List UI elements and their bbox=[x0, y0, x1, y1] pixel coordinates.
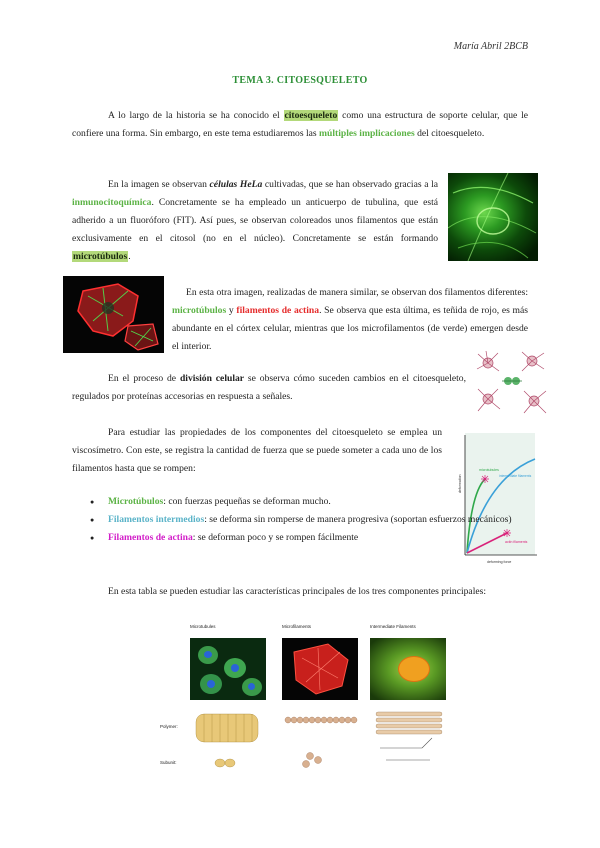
hela-microtubule-image bbox=[448, 173, 538, 261]
text: : con fuerzas pequeñas se deforman mucho. bbox=[163, 496, 331, 507]
cell-drawing bbox=[63, 276, 164, 353]
cell-division-diagram bbox=[472, 349, 552, 417]
graph-xlabel: deforming force bbox=[487, 560, 512, 564]
text: En esta otra imagen, realizadas de manera similar, se observan dos filamentos diferentes: bbox=[186, 287, 528, 298]
green-term: múltiples implicaciones bbox=[319, 128, 415, 139]
magenta-term: Filamentos de actina bbox=[108, 532, 193, 543]
division-paragraph bbox=[72, 370, 466, 406]
list-item bbox=[92, 529, 528, 547]
highlight-citoesqueleto: citoesqueleto bbox=[284, 110, 338, 121]
text: cultivadas, que se han observado gracias a la bbox=[262, 179, 438, 190]
text: A lo largo de la historia se ha conocido el bbox=[108, 110, 284, 121]
graph-label-microtubules: microtubules bbox=[479, 468, 499, 472]
filament-lines bbox=[448, 173, 538, 261]
list-item bbox=[92, 493, 528, 511]
author-header: María Abril 2BCB bbox=[453, 41, 528, 52]
green-term: inmunocitoquímica bbox=[72, 197, 152, 208]
graph-label-intermediate: intermediate filaments bbox=[499, 474, 532, 478]
red-term: filamentos de actina bbox=[236, 305, 320, 316]
table-header-microtubules: Microtubules bbox=[190, 624, 216, 629]
hela-paragraph bbox=[72, 176, 438, 266]
text: . Se observa que esta última, es teñida de rojo, es más abundante en el córtex celular, mientras que los microfilamentos (de verde) emergen desde el interior. bbox=[172, 305, 528, 352]
cytoskeleton-table-figure bbox=[160, 624, 458, 778]
table-header-intermediate: Intermediate Filaments bbox=[370, 624, 416, 629]
green-term: Microtúbulos bbox=[108, 496, 164, 507]
italic-term: células HeLa bbox=[209, 179, 263, 190]
filament-list bbox=[92, 493, 528, 547]
viscometer-paragraph bbox=[72, 424, 442, 478]
bold-term: división celular bbox=[179, 373, 245, 384]
text: . bbox=[128, 251, 131, 262]
table-intro-paragraph bbox=[72, 583, 528, 601]
row-label-subunit: Subunit: bbox=[160, 760, 177, 765]
teal-term: Filamentos intermedios bbox=[108, 514, 205, 525]
table-header-microfilaments: Microfilaments bbox=[282, 624, 312, 629]
graph-ylabel: deformation bbox=[458, 474, 462, 493]
division-drawing bbox=[472, 349, 552, 417]
text: En el proceso de bbox=[108, 373, 180, 384]
text: y bbox=[226, 305, 237, 316]
microtubule-cells-image bbox=[190, 638, 266, 700]
text: del citoesqueleto. bbox=[414, 128, 485, 139]
actin-microtubule-image bbox=[63, 276, 164, 353]
text: . Concretamente se ha empleado un anticuerpo de tubulina, que está adherido a un fluoróforo (FIT). Así pues, se observan coloreados unos filamentos que están exclusivamente en el citosol (no en el núcleo). Concretamente se están formando bbox=[72, 197, 438, 244]
graph-label-actin: actin filaments bbox=[505, 540, 528, 544]
row-label-polymer: Polymer: bbox=[160, 724, 178, 729]
text: Para estudiar las propiedades de los componentes del citoesqueleto se emplea un viscosímetro. Con este, se registra la cantidad de fuerza que se puede someter a cada uno de los filamentos hasta que se rompen: bbox=[72, 427, 442, 474]
highlight-microtubulos: microtúbulos bbox=[73, 251, 128, 262]
text: En esta tabla se pueden estudiar las características principales de los tres componentes principales: bbox=[108, 586, 487, 597]
text: : se deforma sin romperse de manera progresiva (soportan esfuerzos mecánicos) bbox=[204, 514, 512, 525]
list-item bbox=[92, 511, 528, 529]
microfilament-cell-image bbox=[282, 638, 358, 700]
intermediate-cell-image bbox=[370, 638, 446, 700]
text: se observa cómo suceden cambios en el citoesqueleto, regulados por proteínas accesorias en respuesta a señales. bbox=[72, 373, 466, 402]
intro-paragraph bbox=[72, 107, 528, 143]
green-term: microtúbulos bbox=[172, 305, 227, 316]
page-title: TEMA 3. CITOESQUELETO bbox=[232, 75, 368, 86]
text: : se deforman poco y se rompen fácilmente bbox=[192, 532, 359, 543]
actin-cell-drawing bbox=[282, 638, 358, 700]
text: como una estructura de soporte celular, que le confiere una forma. Sin embargo, en este tema estudiaremos las bbox=[72, 110, 528, 139]
polymer-drawings bbox=[160, 708, 458, 778]
actin-paragraph bbox=[172, 284, 528, 356]
text: En la imagen se observan bbox=[108, 179, 210, 190]
